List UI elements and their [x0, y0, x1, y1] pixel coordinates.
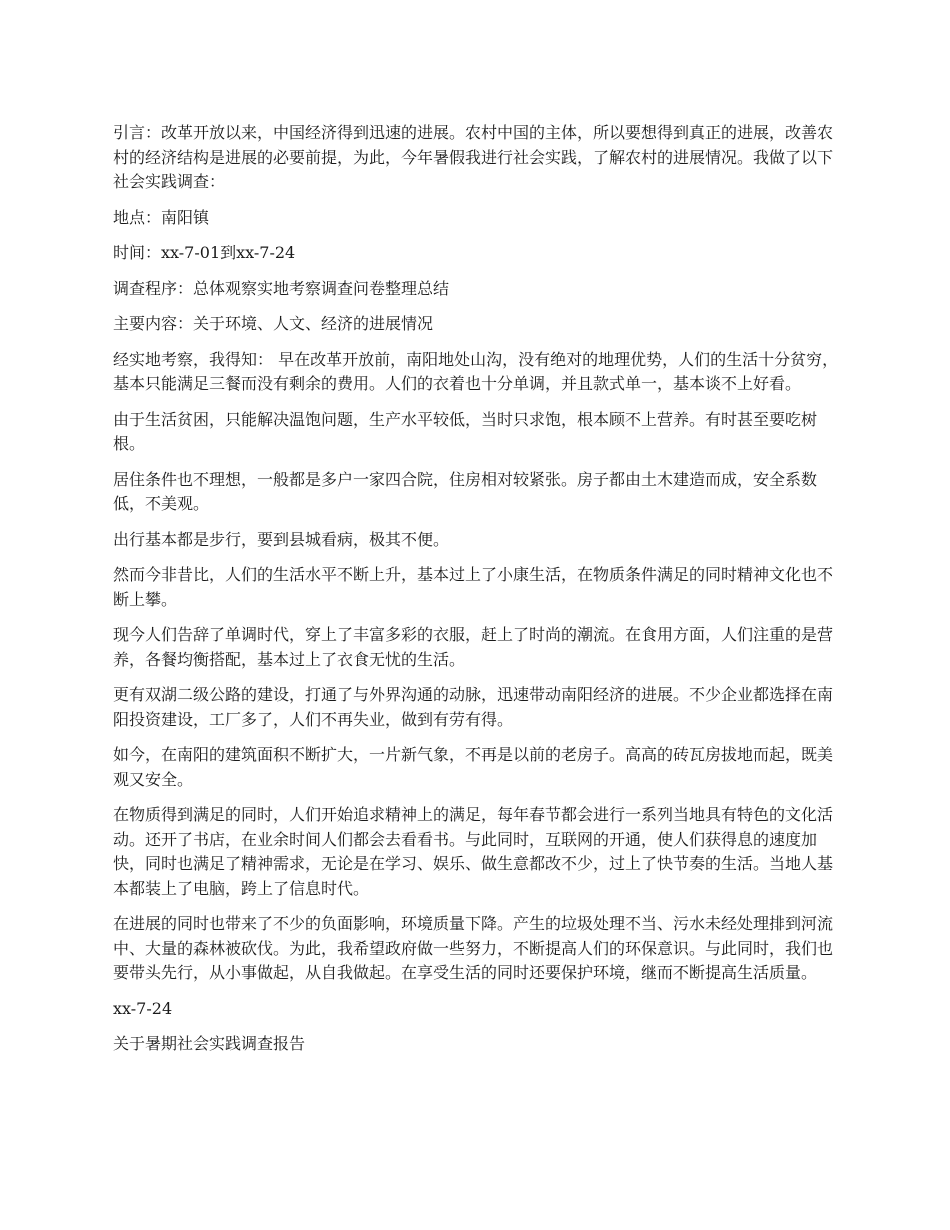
report-title-line: 关于暑期社会实践调查报告	[113, 1034, 306, 1053]
procedure-line: 调查程序：总体观察实地考察调查问卷整理总结	[113, 278, 450, 298]
body-paragraph: 更有双湖二级公路的建设，打通了与外界沟通的动脉，迅速带动南阳经济的进展。不少企业都选择在南阳投资建设，工厂多了，人们不再失业，做到有劳有得。	[113, 685, 834, 729]
intro-paragraph: 引言：改革开放以来，中国经济得到迅速的进展。农村中国的主体，所以要想得到真正的进展，改善农村的经济结构是进展的必要前提，为此，今年暑假我进行社会实践，了解农村的进展情况。我做了以下社会实践调查：	[113, 123, 834, 191]
body-paragraph: 居住条件也不理想，一般都是多户一家四合院，住房相对较紧张。房子都由土木建造而成，安全系数低，不美观。	[113, 469, 818, 513]
main-content-line: 主要内容：关于环境、人文、经济的进展情况	[113, 314, 434, 333]
body-paragraph: 现今人们告辞了单调时代，穿上了丰富多彩的衣服，赶上了时尚的潮流。在食用方面，人们注重的是营养，各餐均衡搭配，基本过上了衣食无忧的生活。	[113, 625, 834, 669]
body-paragraph: 然而今非昔比，人们的生活水平不断上升，基本过上了小康生活，在物质条件满足的同时精神文化也不断上攀。	[113, 565, 834, 609]
document-body	[113, 121, 841, 1068]
body-paragraph: 出行基本都是步行，要到县城看病，极其不便。	[113, 529, 450, 549]
body-paragraph: 经实地考察，我得知： 早在改革开放前，南阳地处山沟，没有绝对的地理优势，人们的生活十分贫穷，基本只能满足三餐而没有剩余的费用。人们的衣着也十分单调，并且款式单一，基本谈不上好看。	[113, 349, 839, 393]
body-paragraph: 在进展的同时也带来了不少的负面影响，环境质量下降。产生的垃圾处理不当、污水未经处理排到河流中、大量的森林被砍伐。为此，我希望政府做一些努力，不断提高人们的环保意识。与此同时，我们也要带头先行，从小事做起，从自我做起。在享受生活的同时还要保护环境，继而不断提高生活质量。	[113, 914, 834, 982]
date-line: xx-7-24	[113, 998, 173, 1018]
body-paragraph: 如今，在南阳的建筑面积不断扩大，一片新气象，不再是以前的老房子。高高的砖瓦房拔地而起，既美观又安全。	[113, 745, 834, 789]
body-paragraph: 由于生活贫困，只能解决温饱问题，生产水平较低，当时只求饱，根本顾不上营养。有时甚至要吃树根。	[113, 409, 818, 453]
body-paragraph: 在物质得到满足的同时，人们开始追求精神上的满足，每年春节都会进行一系列当地具有特色的文化活动。还开了书店，在业余时间人们都会去看看书。与此同时，互联网的开通，使人们获得息的速度加快，同时也满足了精神需求，无论是在学习、娱乐、做生意都改不少，过上了快节奏的生活。当地人基本都装上了电脑，跨上了信息时代。	[113, 805, 834, 898]
time-line: 时间：xx-7-01到xx-7-24	[113, 243, 296, 262]
location-line: 地点：南阳镇	[113, 207, 210, 227]
